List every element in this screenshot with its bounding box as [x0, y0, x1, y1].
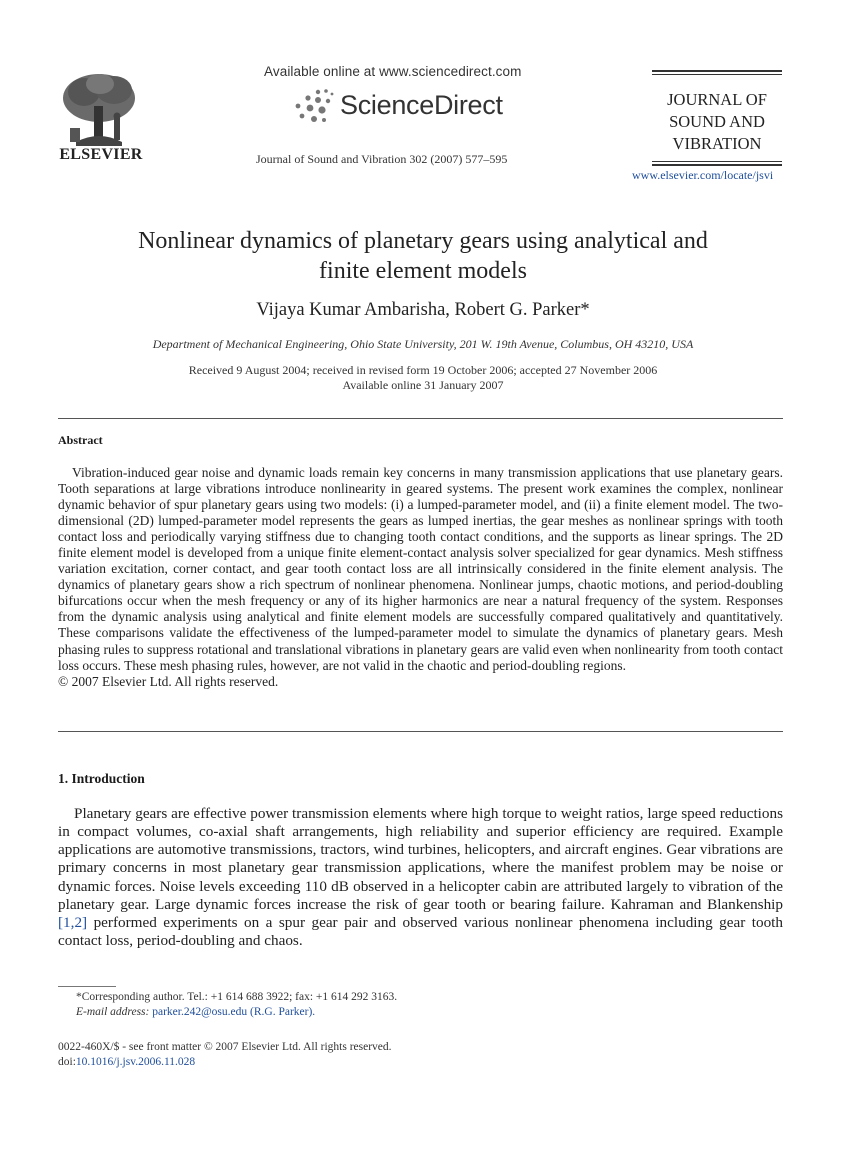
abstract-copyright: © 2007 Elsevier Ltd. All rights reserved.	[58, 673, 279, 689]
imprint	[58, 1040, 392, 1070]
journal-title-line: SOUND AND	[669, 112, 765, 131]
paper-title-line: finite element models	[319, 258, 527, 284]
paper-title-line: Nonlinear dynamics of planetary gears using analytical and	[138, 228, 708, 254]
journal-url-link[interactable]: www.elsevier.com/locate/jsvi	[632, 168, 774, 182]
intro-text-part: performed experiments on a spur gear pair and observed various nonlinear phenomena including gear tooth contact loss, period-doubling and chaos.	[58, 913, 783, 950]
journal-title	[652, 77, 782, 161]
doi-line	[58, 1055, 392, 1070]
journal-title-line: VIBRATION	[672, 134, 762, 153]
footnote-divider	[58, 986, 116, 987]
doi-link[interactable]: 10.1016/j.jsv.2006.11.028	[75, 1056, 196, 1068]
sciencedirect-dots-icon	[290, 86, 336, 126]
paper-authors: Vijaya Kumar Ambarisha, Robert G. Parker*	[256, 300, 590, 320]
divider	[652, 161, 782, 162]
intro-text-part: Planetary gears are effective power transmission elements where high torque to weight ratios, large speed reductions in compact volumes, co-axial shaft arrangements, high reliability and superior efficiency are required. Example applications are automotive transmissions, tractors, wind turbines, helicopters, and aircraft engines. Gear vibrations are primary concerns in most planetary gear transmission applications, where the manifest problem may be noise or dynamic forces. Noise levels exceeding 110 dB observed in a helicopter cabin are attributed largely to vibration of the planetary gear. Large dynamic forces increase the risk of gear tooth or bearing failure. Kahraman and Blankenship	[58, 805, 783, 913]
abstract-text: Vibration-induced gear noise and dynamic loads remain key concerns in many transmission applications that use planetary gears. Tooth separations at large vibrations introduce nonlinearity in geared systems. The present work examines the complex, nonlinear dynamic behavior of spur planetary gears using two models: (i) a lumped-parameter model, and (ii) a finite element model. The two-dimensional (2D) lumped-parameter model represents the gears as lumped inertias, the gear meshes as nonlinear springs with tooth contact loss and periodically varying stiffness due to changing tooth contact conditions, and the supports as linear springs. The 2D finite element model is developed from a unique finite element-contact analysis solver specialized for gear dynamics. Mesh stiffness variation excitation, corner contact, and gear tooth contact loss are all intrinsically considered in the finite element analysis. The dynamics of planetary gears show a rich spectrum of nonlinear phenomena. Nonlinear jumps, chaotic motions, and period-doubling bifurcations occur when the mesh frequency or any of its higher harmonics are near a natural frequency of the system. Responses from the dynamic analysis using analytical and finite element models are successfully compared qualitatively and quantitatively. These comparisons validate the effectiveness of the lumped-parameter model to simulate the dynamics of planetary gears. Mesh phasing rules to suppress rotational and translational vibrations in planetary gears are valid even when nonlinearity from tooth contact loss occurs. These mesh phasing rules, however, are not valid in the chaotic and period-doubling regions.	[58, 465, 783, 673]
paper-dates	[40, 363, 806, 393]
divider	[58, 418, 783, 419]
divider	[58, 731, 783, 732]
front-matter-line: 0022-460X/$ - see front matter © 2007 Elsevier Ltd. All rights reserved.	[58, 1041, 392, 1053]
doi-label: doi:	[58, 1056, 76, 1068]
email-label: E-mail address:	[76, 1006, 150, 1018]
abstract-body	[58, 465, 783, 690]
email-link[interactable]: parker.242@osu.edu (R.G. Parker).	[152, 1006, 316, 1018]
journal-title-line: JOURNAL OF	[667, 90, 767, 109]
paper-title	[40, 226, 806, 286]
email-note	[58, 1005, 783, 1020]
corresponding-author-note: *Corresponding author. Tel.: +1 614 688 3922; fax: +1 614 292 3163.	[76, 991, 398, 1003]
divider	[652, 74, 782, 75]
journal-reference: Journal of Sound and Vibration 302 (2007) 577–595	[256, 152, 508, 166]
section-heading-introduction: 1. Introduction	[58, 771, 145, 786]
footnote	[58, 990, 783, 1020]
author-affiliation: Department of Mechanical Engineering, Ohio State University, 201 W. 19th Avenue, Columbus, OH 43210, USA	[152, 337, 694, 351]
divider	[652, 164, 782, 166]
citation-link[interactable]: [1,2]	[58, 913, 88, 931]
abstract-heading: Abstract	[58, 433, 103, 447]
publisher-name: ELSEVIER	[59, 146, 143, 163]
divider	[652, 70, 782, 72]
sciencedirect-availability: Available online at www.sciencedirect.com	[264, 64, 522, 79]
introduction-body	[58, 805, 783, 950]
online-date: Available online 31 January 2007	[342, 378, 504, 392]
received-dates: Received 9 August 2004; received in revised form 19 October 2006; accepted 27 November 2006	[188, 363, 658, 377]
journal-title-box	[652, 70, 782, 168]
sciencedirect-wordmark: ScienceDirect	[340, 90, 503, 120]
